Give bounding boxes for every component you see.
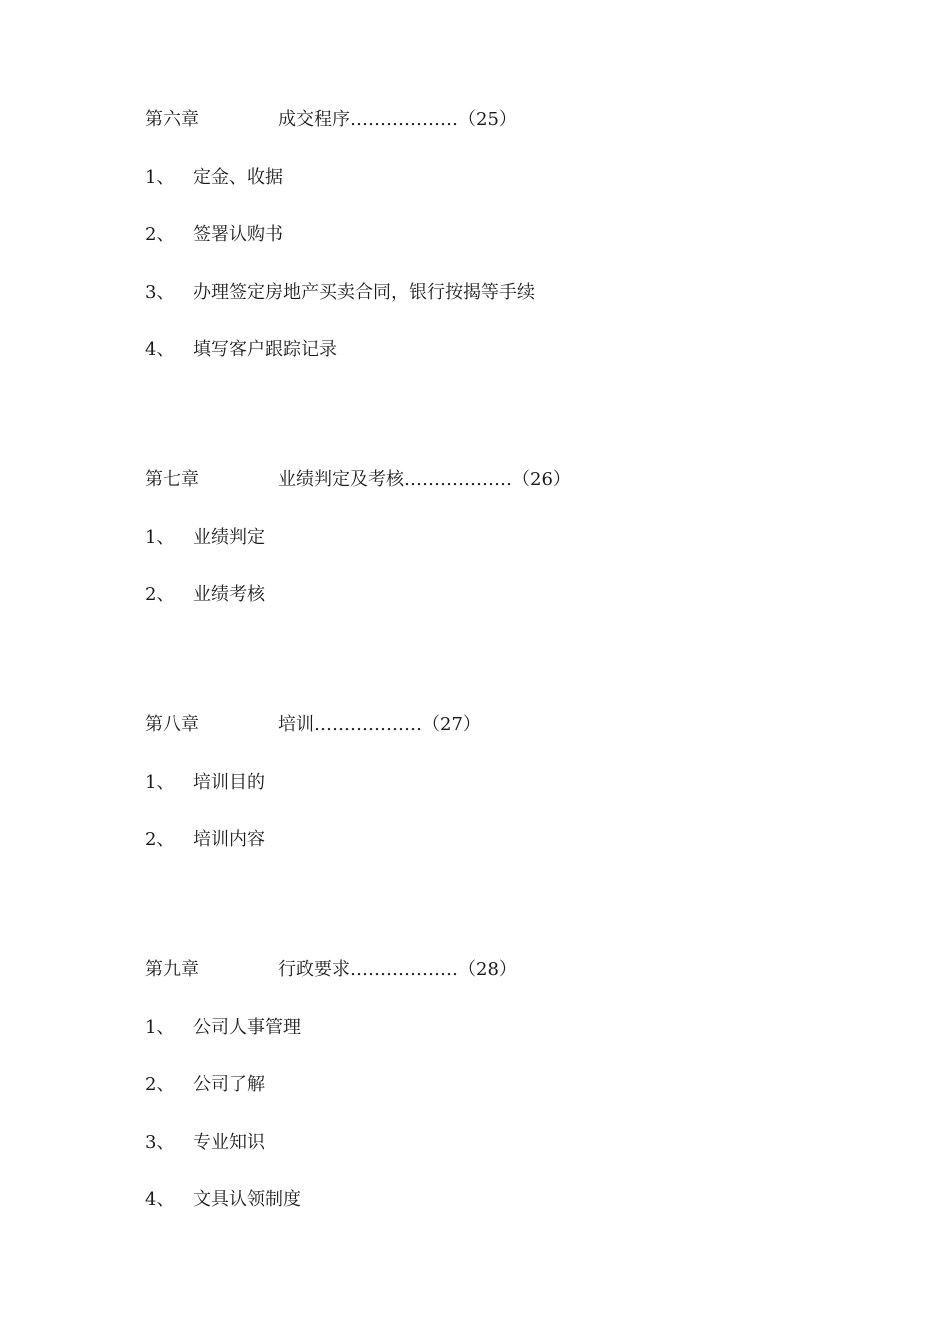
item-number: 1、 (145, 772, 175, 793)
item-text: 公司人事管理 (193, 1017, 301, 1038)
item-text: 定金、收据 (193, 167, 283, 188)
item-text: 办理签定房地产买卖合同，银行按揭等手续 (193, 282, 535, 303)
chapter-label: 第六章 (145, 109, 199, 130)
item-text: 文具认领制度 (193, 1189, 301, 1210)
item-text: 业绩考核 (193, 584, 265, 605)
item-text: 填写客户跟踪记录 (193, 339, 337, 360)
item-number: 4、 (145, 339, 175, 360)
item-text: 专业知识 (193, 1132, 265, 1153)
item-text: 培训目的 (193, 772, 265, 793)
item-number: 4、 (145, 1189, 175, 1210)
item-text: 签署认购书 (193, 224, 283, 245)
item-number: 3、 (145, 282, 175, 303)
chapter-title: 成交程序………………（25） (278, 109, 517, 130)
item-number: 2、 (145, 1074, 175, 1095)
item-number: 1、 (145, 1017, 175, 1038)
item-text: 公司了解 (193, 1074, 265, 1095)
item-number: 1、 (145, 527, 175, 548)
chapter-title: 培训………………（27） (278, 714, 481, 735)
item-number: 2、 (145, 829, 175, 850)
item-number: 2、 (145, 224, 175, 245)
item-text: 培训内容 (193, 829, 265, 850)
chapter-label: 第八章 (145, 714, 199, 735)
item-number: 3、 (145, 1132, 175, 1153)
chapter-label: 第七章 (145, 469, 199, 490)
chapter-title: 行政要求………………（28） (278, 959, 517, 980)
item-number: 1、 (145, 167, 175, 188)
item-number: 2、 (145, 584, 175, 605)
chapter-label: 第九章 (145, 959, 199, 980)
item-text: 业绩判定 (193, 527, 265, 548)
chapter-title: 业绩判定及考核………………（26） (278, 469, 571, 490)
